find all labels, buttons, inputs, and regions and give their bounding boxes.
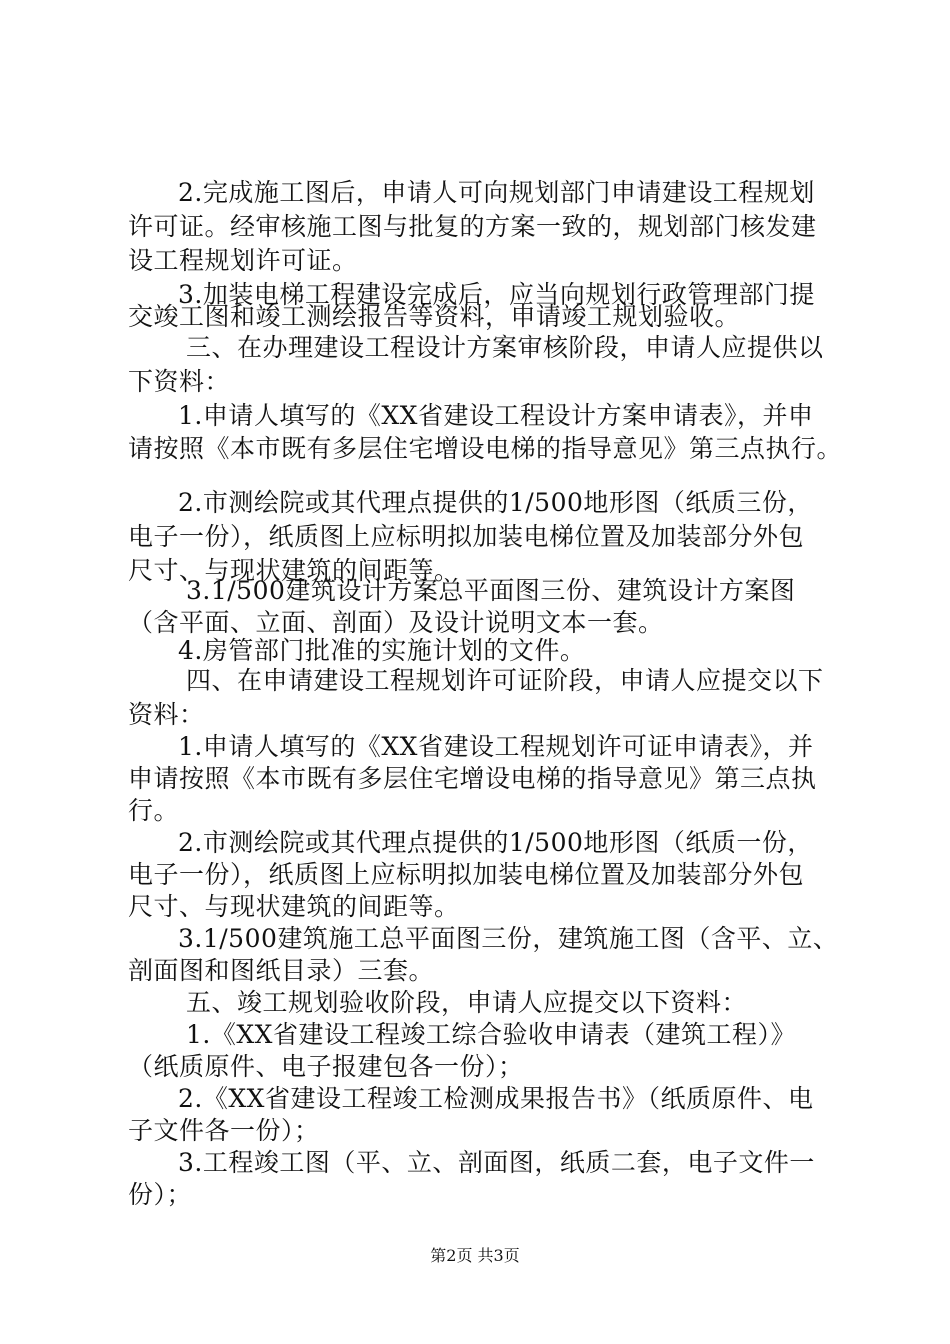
paragraph-line: 交竣工图和竣工测绘报告等资料，申请竣工规划验收。	[128, 302, 741, 331]
paragraph-line: 设工程规划许可证。	[128, 246, 358, 275]
paragraph-line: 资料：	[128, 700, 205, 729]
paragraph-line: 2.市测绘院或其代理点提供的1/500地形图（纸质一份，	[178, 828, 813, 857]
paragraph-line: 3.1/500建筑设计方案总平面图三份、建筑设计方案图	[186, 576, 796, 605]
paragraph-line: 子文件各一份）；	[128, 1116, 320, 1145]
paragraph-line: 4.房管部门批准的实施计划的文件。	[178, 636, 586, 665]
paragraph-line: 3.工程竣工图（平、立、剖面图，纸质二套，电子文件一	[178, 1148, 815, 1177]
paragraph-line: 剖面图和图纸目录）三套。	[128, 956, 435, 985]
section-heading: 五、竣工规划验收阶段，申请人应提交以下资料：	[186, 988, 748, 1017]
paragraph-line: （纸质原件、电子报建包各一份）；	[128, 1052, 524, 1081]
paragraph-line: 3.加装电梯工程建设完成后，应当向规划行政管理部门提	[178, 280, 815, 309]
paragraph-line: 尺寸、与现状建筑的间距等。	[128, 556, 460, 585]
paragraph-line: 许可证。经审核施工图与批复的方案一致的，规划部门核发建	[128, 212, 817, 241]
paragraph-line: （含平面、立面、剖面）及设计说明文本一套。	[128, 608, 664, 637]
paragraph-line: 尺寸、与现状建筑的间距等。	[128, 892, 460, 921]
page-number-footer: 第2页 共3页	[430, 1246, 520, 1265]
paragraph-line: 2.市测绘院或其代理点提供的1/500地形图（纸质三份，	[178, 488, 813, 517]
section-heading: 三、在办理建设工程设计方案审核阶段，申请人应提供以	[186, 333, 824, 362]
paragraph-line: 电子一份），纸质图上应标明拟加装电梯位置及加装部分外包	[128, 860, 805, 889]
paragraph-line: 1.申请人填写的《XX省建设工程设计方案申请表》，并申	[178, 401, 814, 430]
section-heading: 四、在申请建设工程规划许可证阶段，申请人应提交以下	[186, 666, 824, 695]
paragraph-line: 电子一份），纸质图上应标明拟加装电梯位置及加装部分外包	[128, 522, 805, 551]
paragraph-line: 2.完成施工图后，申请人可向规划部门申请建设工程规划	[178, 178, 815, 207]
paragraph-line: 份）；	[128, 1180, 193, 1209]
paragraph-line: 行。	[128, 796, 180, 825]
paragraph-line: 请按照《本市既有多层住宅增设电梯的指导意见》第三点执行。	[128, 434, 843, 463]
paragraph-line: 3.1/500建筑施工总平面图三份，建筑施工图（含平、立、	[178, 924, 839, 953]
paragraph-line: 1.申请人填写的《XX省建设工程规划许可证申请表》，并	[178, 732, 814, 761]
paragraph-line: 申请按照《本市既有多层住宅增设电梯的指导意见》第三点执	[128, 764, 817, 793]
paragraph-line: 下资料：	[128, 367, 231, 396]
paragraph-line: 2.《XX省建设工程竣工检测成果报告书》（纸质原件、电	[178, 1084, 814, 1113]
paragraph-line: 1.《XX省建设工程竣工综合验收申请表（建筑工程）》	[186, 1020, 796, 1049]
